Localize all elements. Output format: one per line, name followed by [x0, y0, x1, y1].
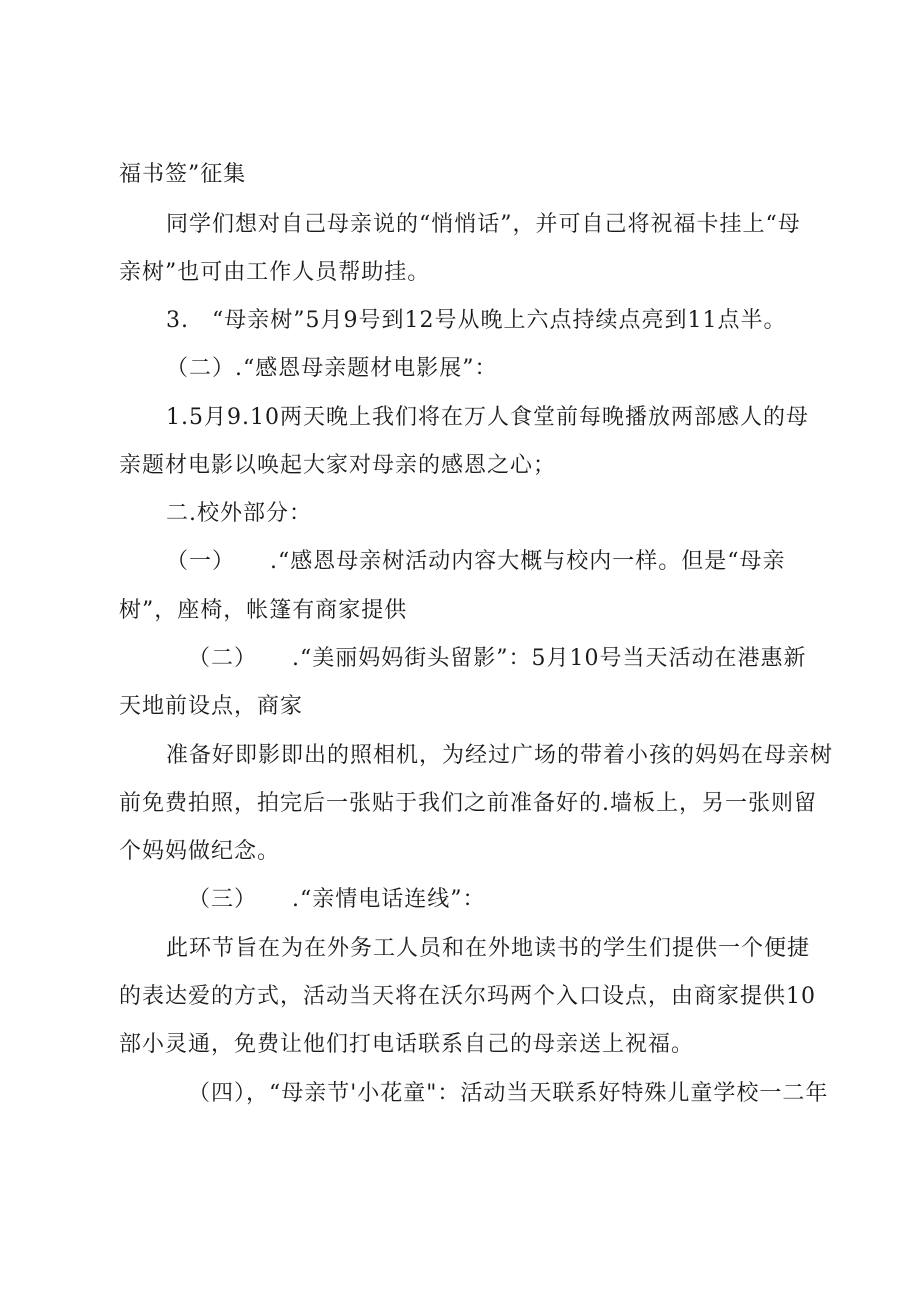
text-line-1: 福书签”征集: [119, 162, 247, 187]
text-line-7: 亲题材电影以唤起大家对母亲的感恩之心；: [119, 453, 557, 478]
text-line-14: 前免费拍照，拍完后一张贴于我们之前准备好的.墙板上，另一张则留: [119, 791, 817, 816]
text-line-19: 部小灵通，免费让他们打电话联系自己的母亲送上祝福。: [119, 1032, 695, 1057]
text-line-17: 此环节旨在为在外务工人员和在外地读书的学生们提供一个便捷: [166, 936, 811, 961]
text-line-12: 天地前设点，商家: [119, 694, 304, 719]
text-line-18: 的表达爱的方式，活动当天将在沃尔玛两个入口设点，由商家提供10: [119, 984, 816, 1009]
text-line-15: 个妈妈做纪念。: [119, 839, 281, 864]
text-line-4: 3. “母亲树”5月9号到12号从晚上六点持续点亮到11点半。: [166, 308, 787, 333]
text-line-16: （三） .“亲情电话连线”：: [188, 887, 486, 912]
text-line-2: 同学们想对自己母亲说的“悄悄话”，并可自己将祝福卡挂上“母: [166, 212, 801, 237]
text-line-13: 准备好即影即出的照相机，为经过广场的带着小孩的妈妈在母亲树: [166, 743, 834, 768]
text-line-11: （二） .“美丽妈妈街头留影”：5月10号当天活动在港惠新: [188, 646, 807, 671]
text-line-6: 1.5月9.10两天晚上我们将在万人食堂前每晚播放两部感人的母: [166, 405, 809, 430]
text-line-8: 二.校外部分：: [166, 501, 312, 526]
text-line-9: （一） .“感恩母亲树活动内容大概与校内一样。但是“母亲: [166, 549, 786, 574]
text-line-5: （二）.“感恩母亲题材电影展”：: [166, 356, 498, 381]
text-line-3: 亲树”也可由工作人员帮助挂。: [119, 260, 431, 285]
text-line-10: 树”，座椅，帐篷有商家提供: [119, 598, 408, 623]
text-line-20: （四），“母亲节'小花童"：活动当天联系好特殊儿童学校一二年: [188, 1081, 829, 1106]
